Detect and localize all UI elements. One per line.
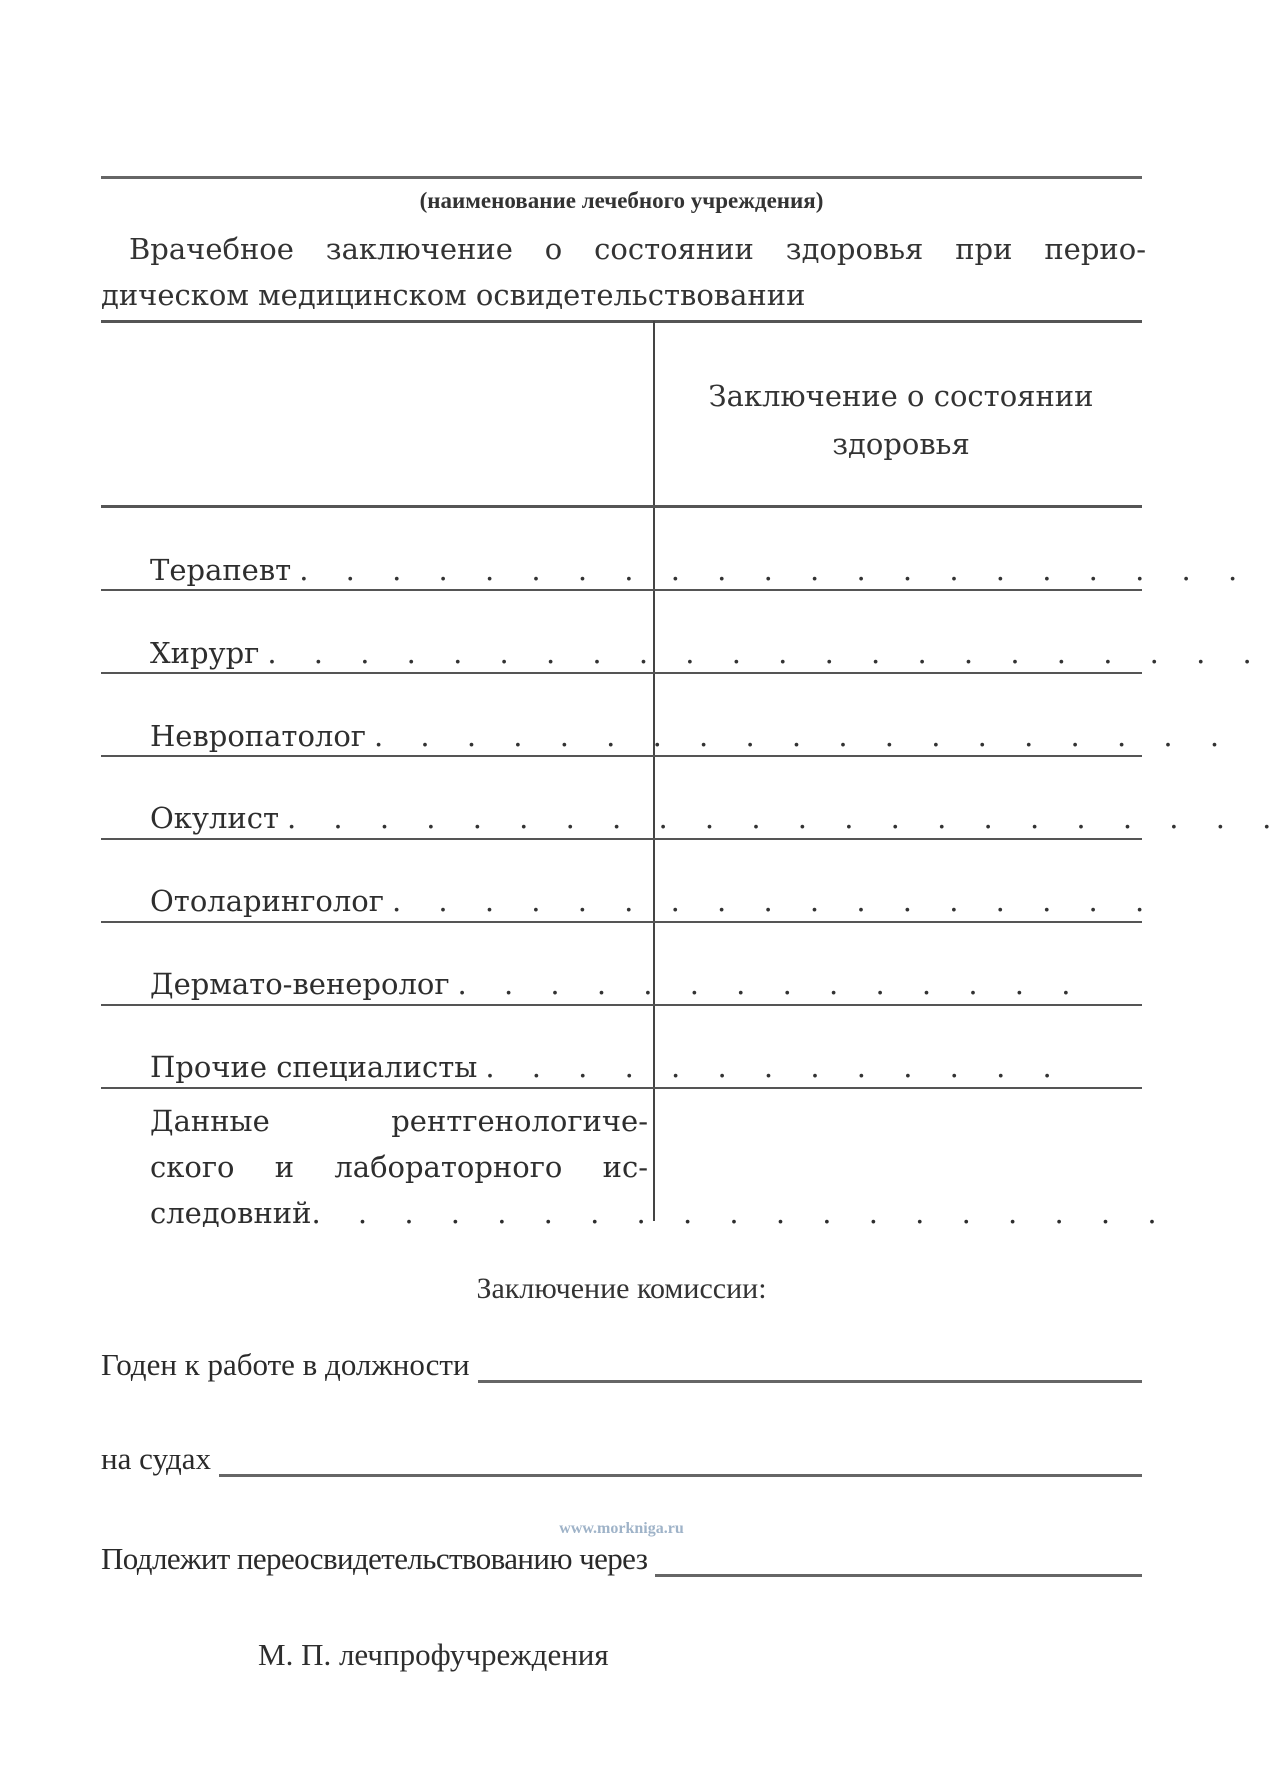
dermatovenereologist-conclusion-cell[interactable]	[656, 924, 1142, 1002]
fit-for-position-label: Годен к работе в должности	[101, 1347, 470, 1382]
fit-for-position-field[interactable]	[478, 1354, 1142, 1383]
row-divider	[101, 755, 1142, 757]
reexamination-row	[101, 1541, 1142, 1577]
therapist-conclusion-cell[interactable]	[656, 510, 1142, 588]
table-row-oculist	[150, 801, 1285, 835]
institution-caption: (наименование лечебного учреждения)	[419, 188, 824, 213]
lab-line-3	[150, 1190, 1171, 1236]
leader-dots: . . . . . . . . . . . . . . . . . . .	[311, 1196, 1171, 1230]
document-title	[101, 226, 1146, 318]
stamp-label: М. П. лечпрофучреждения	[258, 1637, 609, 1672]
leader-dots: . . . . . . . . . . . . . . . . . . . . . .	[267, 636, 1266, 670]
leader-dots: . . . . . . . . . . . . . .	[457, 967, 1085, 1001]
lab-line-2: ского и лабораторного ис-	[150, 1150, 648, 1184]
leader-dots: . . . . . . . . . . . . . . . . . . . . .	[299, 553, 1252, 587]
table-row-dermatovenereologist	[150, 967, 1085, 1001]
on-vessels-label: на судах	[101, 1441, 212, 1476]
watermark: www.morkniga.ru	[559, 1520, 684, 1537]
row-divider	[101, 1087, 1142, 1089]
table-row-surgeon	[150, 636, 1266, 670]
table-row-otolaryngologist	[150, 884, 1159, 918]
other-specialists-conclusion-cell[interactable]	[656, 1007, 1142, 1085]
row-label: Окулист	[150, 801, 279, 835]
commission-heading: Заключение комиссии:	[476, 1272, 767, 1305]
row-label: Терапевт	[150, 553, 292, 587]
fit-for-position-row	[101, 1347, 1142, 1383]
row-label: Отоларинголог	[150, 884, 384, 918]
institution-name-field[interactable]	[101, 176, 1142, 179]
reexamination-label: Подлежит переосвидетельствованию через	[101, 1541, 648, 1576]
table-header-border	[101, 505, 1142, 508]
on-vessels-row	[101, 1441, 1142, 1477]
row-divider	[101, 921, 1142, 923]
title-line-1: Врачебное заключение о состоянии здоровья при перио-	[129, 232, 1146, 266]
leader-dots: . . . . . . . . . . . . . . . . . . .	[374, 719, 1234, 753]
row-divider	[101, 838, 1142, 840]
table-row-lab-data	[150, 1098, 1171, 1236]
on-vessels-field[interactable]	[219, 1448, 1142, 1477]
oculist-conclusion-cell[interactable]	[656, 758, 1142, 836]
neuropathologist-conclusion-cell[interactable]	[656, 675, 1142, 753]
leader-dots: . . . . . . . . . . . . . . . . . . . . . .	[287, 801, 1285, 835]
table-top-border	[101, 320, 1142, 323]
leader-dots: . . . . . . . . . . . . . . . . .	[391, 884, 1159, 918]
lab-line-3-text: следовний	[150, 1196, 312, 1230]
otolaryngologist-conclusion-cell[interactable]	[656, 841, 1142, 919]
row-divider	[101, 672, 1142, 674]
table-row-other-specialists	[150, 1050, 1066, 1084]
lab-data-conclusion-cell[interactable]	[656, 1090, 1142, 1220]
row-label: Прочие специалисты	[150, 1050, 478, 1084]
surgeon-conclusion-cell[interactable]	[656, 592, 1142, 670]
column-header-health-conclusion	[660, 372, 1142, 468]
row-divider	[101, 589, 1142, 591]
row-divider	[101, 1004, 1142, 1006]
column-header-line-2: здоровья	[832, 427, 970, 461]
table-row-therapist	[150, 553, 1252, 587]
title-line-2: дическом медицинском освидетельствовании	[101, 278, 806, 312]
column-header-line-1: Заключение о состоянии	[708, 379, 1094, 413]
row-label: Невропатолог	[150, 719, 366, 753]
row-label: Дермато-венеролог	[150, 967, 450, 1001]
leader-dots: . . . . . . . . . . . . .	[485, 1050, 1066, 1084]
lab-line-1: Данные рентгенологиче-	[150, 1104, 648, 1138]
table-row-neuropathologist	[150, 719, 1234, 753]
table-column-divider	[653, 321, 655, 1221]
row-label: Хирург	[150, 636, 260, 670]
reexamination-field[interactable]	[655, 1548, 1142, 1577]
